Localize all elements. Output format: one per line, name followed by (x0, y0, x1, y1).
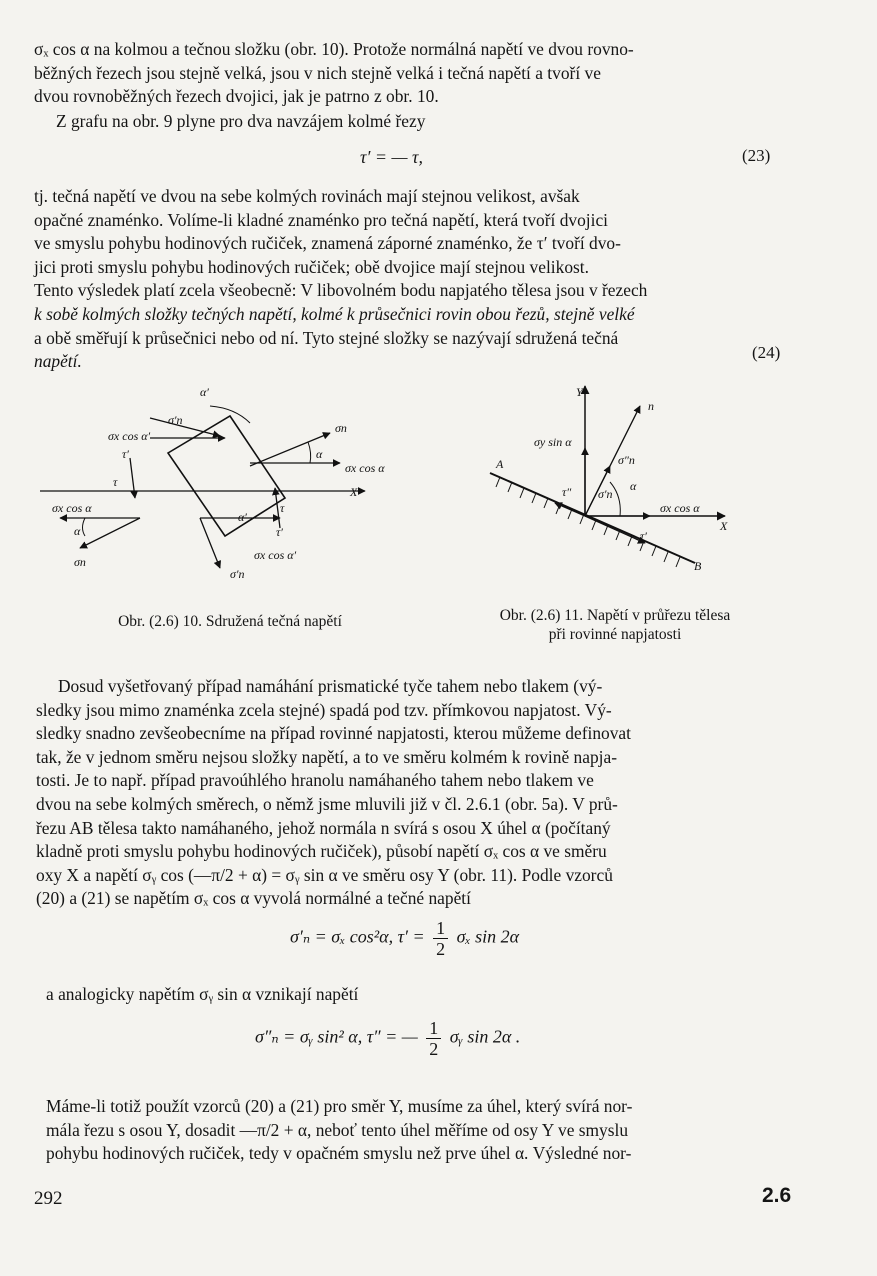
fraction-numerator: 1 (426, 1018, 441, 1039)
fig10-label: σx cos α′ (254, 548, 297, 562)
fig11-label: σ″n (618, 453, 635, 467)
text-line: tosti. Je to např. případ pravoúhlého hranolu namáhaného tahem nebo tlakem ve (36, 770, 594, 791)
fig10-label: σn (74, 555, 86, 569)
fig10-label: σx cos α (52, 501, 92, 515)
text-line: pohybu hodinových ručiček, tedy v opačném smyslu než prve úhel α. Výsledné nor- (46, 1143, 632, 1164)
angle-arc-left (83, 518, 86, 536)
section-plane-AB (490, 473, 695, 563)
equation-right: σᵧ sin 2α . (449, 1026, 521, 1047)
fraction (426, 1018, 441, 1059)
figure-11 (480, 378, 760, 588)
text-line: Tento výsledek platí zcela všeobecně: V libovolném bodu napjatého tělesa jsou v řezech (34, 280, 648, 301)
equation-left: σ′ₙ = σₓ cos²α, τ′ = (290, 926, 425, 947)
equation-23: τ′ = — τ, (360, 147, 423, 167)
text-line: sledky snadno zevšeobecníme na případ rovinné napjatosti, kterou můžeme definovat (36, 723, 631, 744)
text-line: Máme-li totiž použít vzorců (20) a (21) pro směr Y, musíme za úhel, který svírá nor- (46, 1096, 633, 1116)
fig10-label: σn (335, 421, 347, 435)
fig10-label: σ′n (230, 567, 245, 581)
arrow-tau-prime (585, 516, 645, 543)
text-line: σₓ cos α na kolmou a tečnou složku (obr. 10). Protože normálná napětí ve dvou rovno- (34, 39, 634, 59)
text-line: mála řezu s osou Y, dosadit —π/2 + α, neboť tento úhel měříme od osy Y ve smyslu (46, 1119, 629, 1140)
text-line: řezu AB tělesa takto namáhaného, jehož normála n svírá s osou X úhel α (počítaný (36, 817, 611, 838)
caption-line: při rovinné napjatosti (548, 626, 682, 643)
paragraph-analogous (46, 983, 802, 1007)
fig11-label: τ′ (640, 529, 647, 543)
text-line: dvou rovnoběžných řezech dvojici, jak je patrno z obr. 10. (34, 86, 439, 107)
page-number: 292 (34, 1188, 63, 1209)
text-line: (20) a (21) se napětím σₓ cos α vyvolá normálné a tečné napětí (36, 888, 471, 909)
fraction-denominator: 2 (436, 939, 446, 959)
fig11-label: n (648, 399, 654, 413)
equation-number-23: (23) (742, 146, 771, 165)
equation-number-24: (24) (752, 343, 781, 362)
fig10-label: α (316, 447, 323, 461)
angle-arc-right (308, 442, 311, 463)
equation-left: σ″ₙ = σᵧ sin² α, τ″ = — (255, 1026, 418, 1047)
fig10-label: X (350, 485, 358, 499)
text-line: a analogicky napětím σᵧ sin α vznikají napětí (46, 984, 359, 1004)
fig10-label: σx cos α′ (108, 429, 151, 443)
angle-arc-top (210, 406, 250, 423)
caption-line: Obr. (2.6) 11. Napětí v průřezu tělesa (499, 607, 731, 624)
figure-10-caption: Obr. (2.6) 10. Sdružená tečná napětí (118, 613, 342, 630)
fraction (433, 918, 448, 959)
fig10-label: α (74, 524, 81, 538)
hatching (496, 477, 680, 567)
figure-10 (40, 378, 400, 588)
figure-11-caption (430, 606, 800, 644)
text-line: běžných řezech jsou stejně velká, jsou v nich stejně velká i tečná napětí a tvoří ve (34, 62, 601, 83)
fig10-label: σx cos α (345, 461, 385, 475)
equation-right: σₓ sin 2α (456, 926, 520, 947)
fig11-label: σx cos α (660, 501, 700, 515)
text-line: jici proti smyslu pohybu hodinových ručiček; obě dvojice mají stejnou velikost. (34, 256, 589, 277)
equation-y-direction (255, 1018, 520, 1059)
fig11-label: B (694, 559, 702, 573)
fraction-denominator: 2 (429, 1039, 439, 1059)
paragraph-direction-y (46, 1095, 794, 1166)
arrow-left-sigma-n (80, 518, 140, 548)
section-number: 2.6 (762, 1184, 792, 1207)
text-line: tak, že v jednom směru nejsou složky napětí, a to ve směru kolmém k rovině napja- (36, 746, 617, 767)
arrow-sigma-n-prime (150, 418, 220, 436)
fig11-label: σy sin α (534, 435, 572, 449)
paragraph-plane-stress (36, 675, 792, 911)
fig11-label: A (496, 457, 504, 471)
text-line: tj. tečná napětí ve dvou na sebe kolmých rovinách mají stejnou velikost, avšak (34, 186, 580, 206)
fig10-label: τ (280, 501, 285, 515)
fraction-numerator: 1 (433, 918, 448, 939)
text-line: dvou na sebe kolmých směrech, o němž jsme mluvili již v čl. 2.6.1 (obr. 5a). V prů- (36, 793, 618, 814)
text-line: kladně proti smyslu pohybu hodinových ručiček), působí napětí σₓ cos α ve směru (36, 841, 607, 862)
text-line: Z grafu na obr. 9 plyne pro dva navzájem kolmé řezy (56, 111, 426, 131)
text-line: a obě směřují k průsečnici nebo od ní. Tyto stejné složky se nazývají sdružená tečná (34, 327, 619, 348)
fig10-label: σ′n (168, 413, 183, 427)
fig11-label: X (720, 519, 728, 533)
fig11-label: σ′n (598, 487, 613, 501)
fig10-label: α′ (238, 510, 247, 524)
fig10-label: τ′ (122, 447, 129, 461)
fig11-label: Y (576, 385, 583, 399)
text-line: oxy X a napětí σᵧ cos (—π/2 + α) = σᵧ sin α ve směru osy Y (obr. 11). Podle vzorců (36, 864, 613, 885)
text-line: ve smyslu pohybu hodinových ručiček, znamená záporné znaménko, že τ′ tvoří dvo- (34, 233, 621, 254)
fig11-label: τ″ (562, 485, 572, 499)
paragraph-shear-stress (34, 185, 790, 374)
fig10-label: α′ (200, 385, 209, 399)
text-line: napětí. (34, 351, 82, 372)
text-line: sledky jsou mimo znaménka zcela stejné) spadá pod tzv. přímkovou napjatost. Vý- (36, 699, 612, 720)
equation-normal-tangential (290, 918, 519, 959)
text-line: k sobě kolmých složky tečných napětí, kolmé k průsečnici rovin obou řezů, stejně velké (34, 303, 635, 324)
fig10-label: τ′ (276, 525, 283, 539)
paragraph-intro (34, 38, 790, 109)
text-line: Dosud vyšetřovaný případ namáhání prismatické tyče tahem nebo tlakem (vý- (58, 676, 603, 696)
fig11-label: α (630, 479, 637, 493)
paragraph-graph-ref (56, 110, 812, 134)
text-line: opačné znaménko. Volíme-li kladné znaménko pro tečná napětí, která tvoří dvojici (34, 209, 609, 230)
arrow-tau-left (130, 458, 135, 498)
fig10-label: τ (113, 475, 118, 489)
